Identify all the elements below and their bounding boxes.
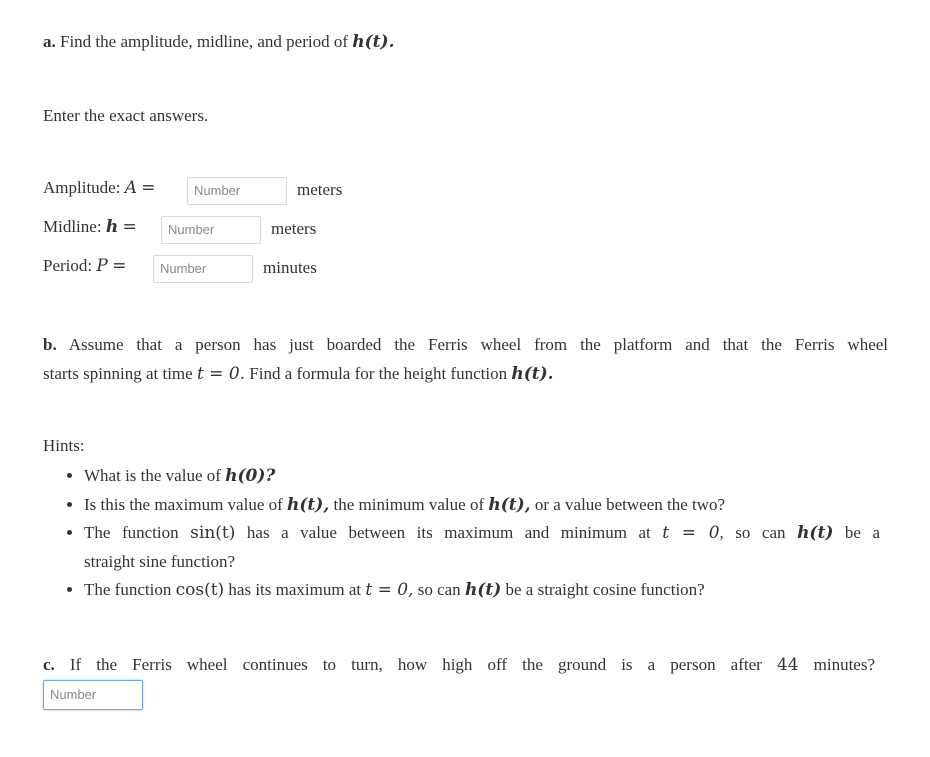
hint-item <box>84 576 914 605</box>
hint-math: sin(t) <box>190 523 236 543</box>
amplitude-label <box>43 178 155 198</box>
part-c-suffix: minutes? <box>813 655 876 674</box>
hint-math: h(0)? <box>225 466 276 486</box>
part-b-line2 <box>43 359 888 389</box>
part-b-line1 <box>43 330 888 359</box>
hint-math: h(t), <box>488 494 531 515</box>
amplitude-label-text: Amplitude: <box>43 178 121 197</box>
part-a-question <box>43 32 394 52</box>
midline-input[interactable]: Number <box>161 216 261 244</box>
midline-label-text: Midline: <box>43 217 102 236</box>
midline-var: h <box>105 217 119 237</box>
amplitude-unit: meters <box>297 180 343 199</box>
hint-text: What is the value of <box>84 466 221 485</box>
hint-text: has a value between its maximum and minimum at <box>246 523 651 542</box>
part-c-question <box>43 655 875 675</box>
hint-text: so can <box>417 580 461 599</box>
hint-text: or a value between the two? <box>534 494 726 514</box>
period-label <box>43 256 126 276</box>
hint-item <box>84 462 914 491</box>
part-a-question-text: Find the amplitude, midline, and period of <box>60 32 349 51</box>
hint-math: t = 0, <box>365 580 414 600</box>
midline-unit: meters <box>271 219 317 238</box>
part-b-function: h(t). <box>511 364 554 384</box>
hint-math: h(t) <box>464 580 502 600</box>
hint-line <box>84 519 880 548</box>
hint-item <box>84 519 914 576</box>
period-unit: minutes <box>263 258 317 277</box>
hint-text: the minimum value of <box>333 494 485 514</box>
part-b-line2-mid: Find a formula for the height function <box>249 364 508 383</box>
part-a-instruction: Enter the exact answers. <box>43 106 209 125</box>
midline-equals: = <box>122 217 137 237</box>
hint-text: The function <box>84 580 172 599</box>
period-label-text: Period: <box>43 256 93 275</box>
part-b-question <box>43 330 888 389</box>
hint-text: , so can <box>719 523 786 542</box>
period-input[interactable]: Number <box>153 255 253 283</box>
hint-math: cos(t) <box>175 580 225 600</box>
hint-math: t = 0 <box>662 523 720 543</box>
amplitude-equals: = <box>141 178 156 198</box>
part-a-function: h(t). <box>352 32 395 52</box>
part-c-prefix: c. <box>43 655 55 674</box>
part-c-question-text: If the Ferris wheel continues to turn, how high off the ground is a person after <box>69 655 762 674</box>
hint-text: straight sine function? <box>84 551 236 571</box>
part-b-line1-text: Assume that a person has just boarded the Ferris wheel from the platform and that the Ferris wheel <box>68 335 889 354</box>
hint-text: Is this the maximum value of <box>84 494 283 514</box>
hint-text: The function <box>84 523 179 542</box>
part-a-prefix: a. <box>43 32 56 51</box>
part-b-line2-pre: starts spinning at time <box>43 364 193 383</box>
hint-item <box>84 491 914 520</box>
part-b-prefix: b. <box>43 335 57 354</box>
amplitude-var: A <box>124 178 137 198</box>
midline-label <box>43 217 137 237</box>
part-c-minutes-value: 44 <box>776 655 799 675</box>
hint-math: h(t) <box>797 523 834 543</box>
amplitude-input[interactable]: Number <box>187 177 287 205</box>
part-c-answer-input[interactable]: Number <box>43 680 143 710</box>
part-b-t-zero: t = 0. <box>196 364 246 384</box>
hints-title: Hints: <box>43 436 85 455</box>
hint-text: be a <box>844 523 881 542</box>
hint-math: h(t), <box>287 494 330 515</box>
period-var: P <box>96 256 108 276</box>
period-equals: = <box>112 256 127 276</box>
hint-text: be a straight cosine function? <box>505 580 705 599</box>
hint-text: has its maximum at <box>228 580 362 599</box>
hints-list <box>62 462 914 605</box>
